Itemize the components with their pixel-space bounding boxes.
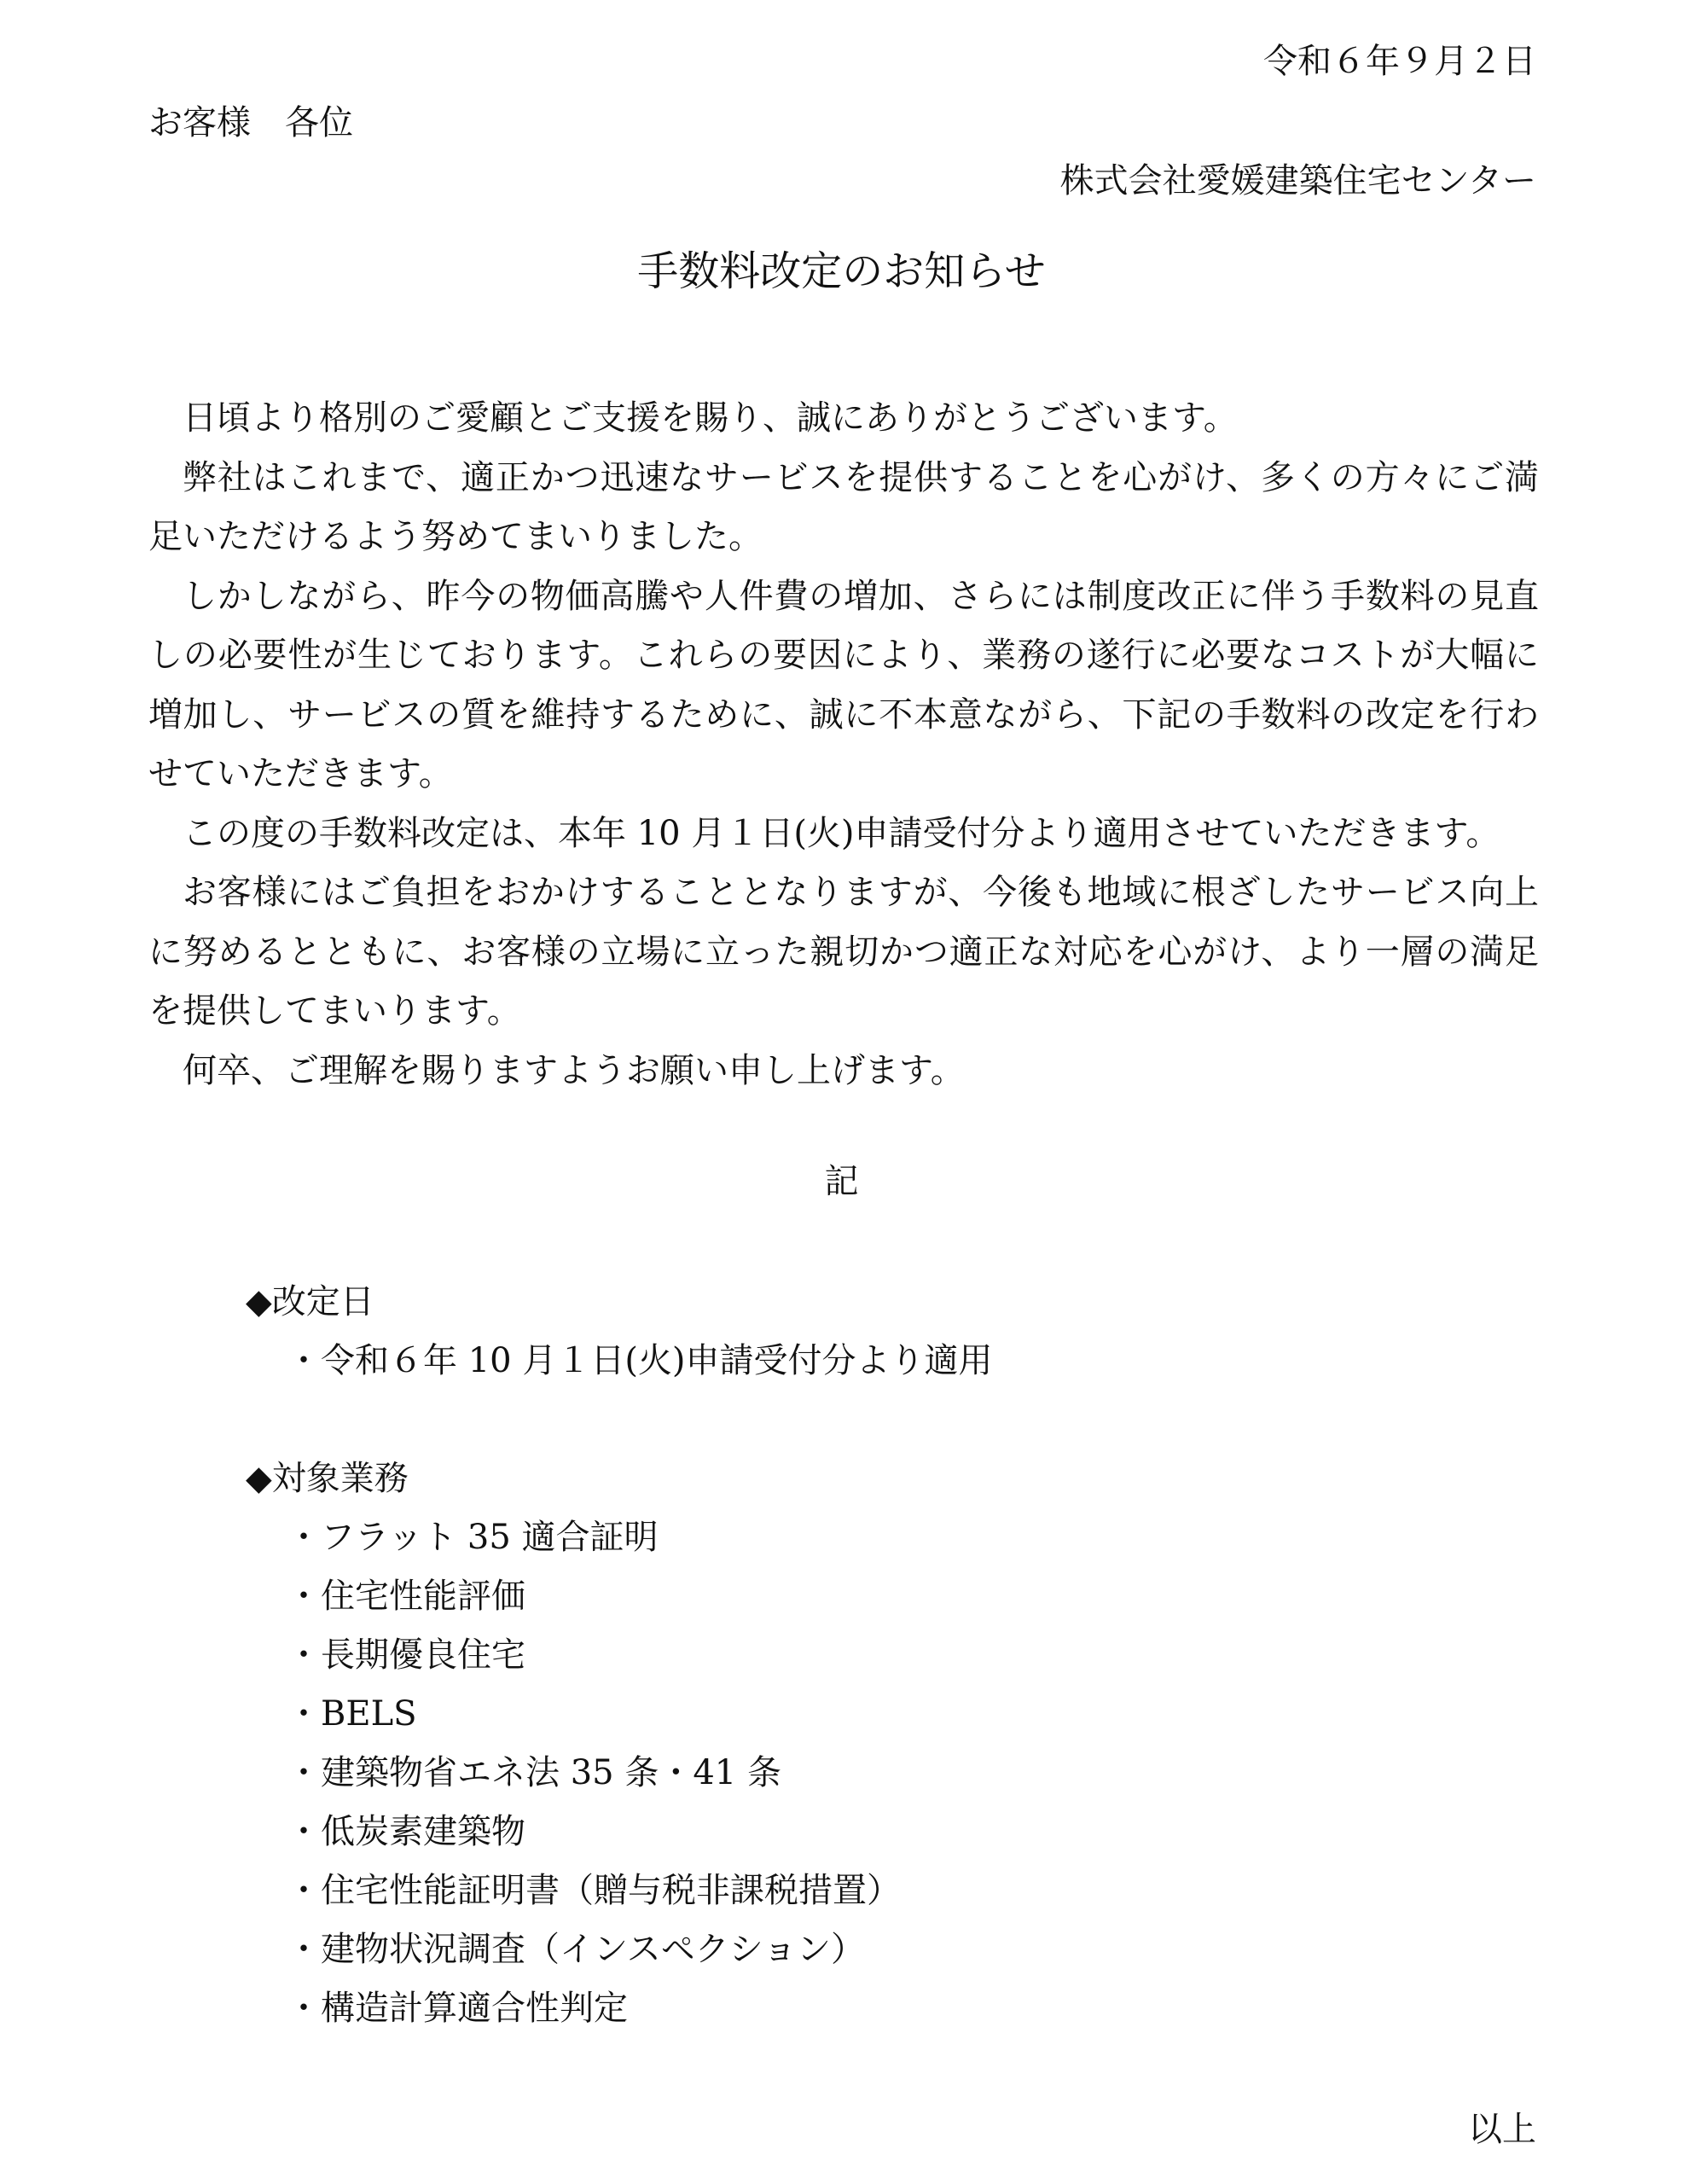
letter-date: 令和６年９月２日 (1263, 42, 1536, 81)
target-service-item: ・長期優良住宅 (287, 1635, 525, 1675)
target-services-heading: ◆対象業務 (246, 1459, 409, 1498)
revision-date-item: ・令和６年 10 月１日(火)申請受付分より適用 (287, 1341, 993, 1380)
body-paragraph: 何卒、ご理解を賜りますようお願い申し上げます。 (183, 1050, 965, 1090)
target-service-item: ・建築物省エネ法 35 条・41 条 (287, 1753, 781, 1792)
body-paragraph: 日頃より格別のご愛顧とご支援を賜り、誠にありがとうございます。 (183, 398, 1238, 438)
target-service-item: ・構造計算適合性判定 (287, 1989, 628, 2028)
body-paragraph: お客様にはご負担をおかけすることとなりますが、今後も地域に根ざしたサービス向上に努めるとともに、お客様の立場に立った親切かつ適正な対応を心がけ、より一層の満足を提供してまいります。 (148, 873, 1539, 1031)
revision-date-heading: ◆改定日 (246, 1282, 374, 1321)
target-service-item: ・住宅性能評価 (287, 1577, 525, 1616)
recipient: お客様 各位 (148, 103, 353, 142)
ki-heading: 記 (824, 1162, 859, 1201)
target-service-item: ・フラット 35 適合証明 (287, 1518, 659, 1557)
target-service-item: ・建物状況調査（インスペクション） (287, 1930, 865, 1969)
body-paragraph: この度の手数料改定は、本年 10 月１日(火)申請受付分より適用させていただきます。 (183, 813, 1500, 853)
letter-body (148, 389, 1539, 1101)
target-service-item: ・低炭素建築物 (287, 1812, 525, 1851)
target-service-item: ・住宅性能証明書（贈与税非課税措置） (287, 1871, 901, 1910)
body-paragraph: 弊社はこれまで、適正かつ迅速なサービスを提供することを心がけ、多くの方々にご満足いただけるよう努めてまいりました。 (148, 457, 1539, 556)
target-service-item: ・BELS (287, 1694, 417, 1734)
sender-company: 株式会社愛媛建築住宅センター (1059, 161, 1536, 200)
closing-ijo: 以上 (1468, 2110, 1536, 2149)
document-title: 手数料改定のお知らせ (637, 247, 1046, 295)
body-paragraph: しかしながら、昨今の物価高騰や人件費の増加、さらには制度改正に伴う手数料の見直しの必要性が生じております。これらの要因により、業務の遂行に必要なコストが大幅に増加し、サービスの質を維持するために、誠に不本意ながら、下記の手数料の改定を行わせていただきます。 (148, 576, 1539, 793)
